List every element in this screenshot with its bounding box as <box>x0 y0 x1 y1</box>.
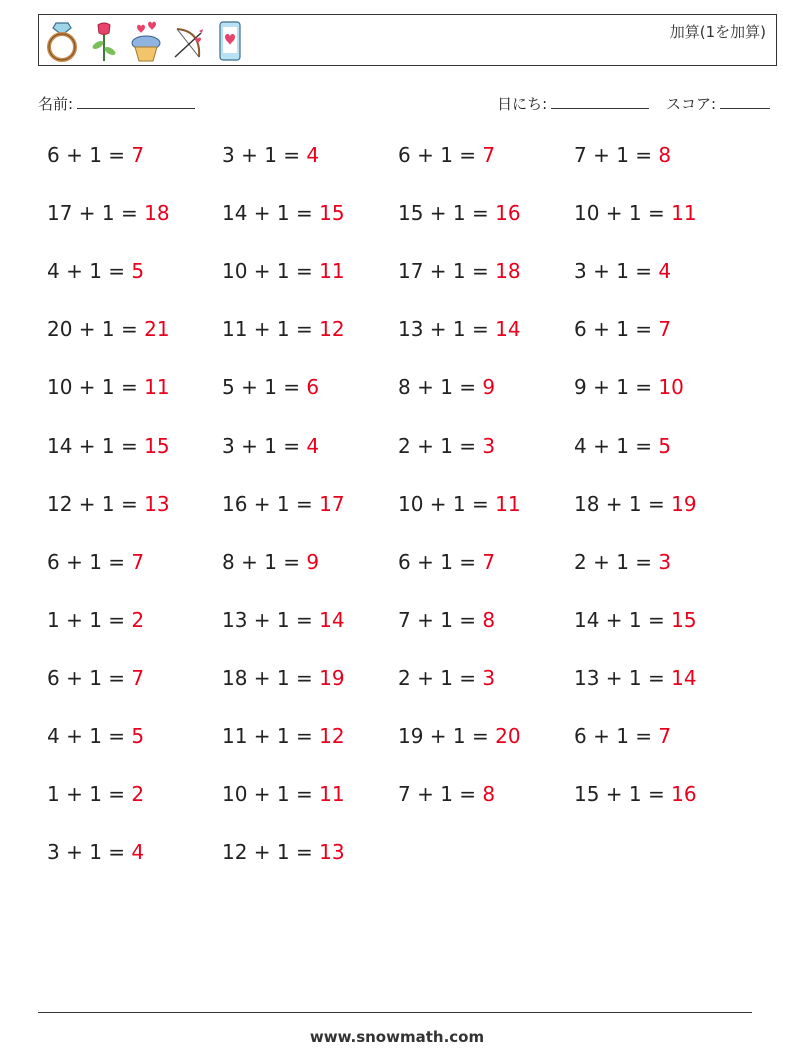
problem-answer: 8 <box>482 782 496 807</box>
problem-question: 6 + 1 = <box>47 665 132 690</box>
problem-question: 10 + 1 = <box>574 201 672 226</box>
problem-answer: 7 <box>658 724 672 748</box>
phone-heart-icon <box>213 19 247 63</box>
problem-item <box>398 143 495 167</box>
problem-answer: 5 <box>658 433 672 458</box>
problem-answer: 7 <box>131 143 145 167</box>
problem-question: 17 + 1 = <box>47 201 145 226</box>
problem-item <box>574 608 697 632</box>
problem-question: 14 + 1 = <box>222 201 320 226</box>
cupcake-hearts-icon <box>129 19 163 63</box>
problem-item <box>574 259 671 283</box>
problem-question: 7 + 1 = <box>398 607 483 632</box>
problem-question: 19 + 1 = <box>398 724 496 748</box>
problem-question: 14 + 1 = <box>47 433 145 458</box>
problem-question: 6 + 1 = <box>574 724 659 748</box>
problem-item <box>47 492 170 516</box>
score-blank[interactable] <box>720 92 770 109</box>
problem-question: 16 + 1 = <box>222 491 320 516</box>
problem-answer: 15 <box>144 433 170 458</box>
problem-question: 8 + 1 = <box>222 549 307 574</box>
problem-answer: 9 <box>306 549 320 574</box>
problem-question: 5 + 1 = <box>222 375 307 400</box>
problem-question: 13 + 1 = <box>222 607 320 632</box>
problem-question: 3 + 1 = <box>222 433 307 458</box>
problem-question: 2 + 1 = <box>398 665 483 690</box>
problem-item <box>222 840 345 864</box>
problem-item <box>222 782 345 806</box>
worksheet-title: 加算(1を加算) <box>669 23 766 41</box>
problem-question: 12 + 1 = <box>47 491 145 516</box>
problem-answer: 14 <box>671 665 697 690</box>
problem-answer: 5 <box>131 259 145 284</box>
problem-item <box>398 434 495 458</box>
problem-answer: 11 <box>671 201 697 226</box>
problem-item <box>398 666 495 690</box>
problem-answer: 16 <box>671 782 697 807</box>
problem-item <box>398 550 495 574</box>
problem-item <box>574 317 671 341</box>
problem-item <box>222 434 319 458</box>
problem-item <box>574 666 697 690</box>
problem-item <box>222 201 345 225</box>
problem-answer: 12 <box>319 317 345 342</box>
problem-answer: 14 <box>495 317 521 342</box>
problem-question: 1 + 1 = <box>47 782 132 807</box>
problem-question: 3 + 1 = <box>222 143 307 167</box>
problem-item <box>222 317 345 341</box>
problem-item <box>47 375 170 399</box>
problem-question: 18 + 1 = <box>222 665 320 690</box>
problem-answer: 18 <box>495 259 521 284</box>
problem-answer: 12 <box>319 724 345 748</box>
name-blank[interactable] <box>77 92 195 109</box>
problem-item <box>222 492 345 516</box>
problem-item <box>574 375 684 399</box>
problem-question: 2 + 1 = <box>398 433 483 458</box>
problem-item <box>47 608 144 632</box>
problem-answer: 3 <box>482 665 496 690</box>
problem-answer: 4 <box>306 143 320 167</box>
problem-answer: 15 <box>319 201 345 226</box>
problem-answer: 4 <box>658 259 672 284</box>
problem-item <box>574 143 671 167</box>
problem-question: 3 + 1 = <box>47 840 132 865</box>
problem-item <box>222 666 345 690</box>
problem-answer: 17 <box>319 491 345 516</box>
problem-answer: 14 <box>319 607 345 632</box>
problem-question: 2 + 1 = <box>574 549 659 574</box>
problem-item <box>47 434 170 458</box>
name-field <box>38 92 195 114</box>
problem-item <box>222 259 345 283</box>
problem-answer: 5 <box>131 724 145 748</box>
problem-item <box>47 201 170 225</box>
problem-question: 11 + 1 = <box>222 317 320 342</box>
problem-question: 7 + 1 = <box>574 143 659 167</box>
footer-website: www.snowmath.com <box>309 1028 485 1046</box>
problem-question: 4 + 1 = <box>47 724 132 748</box>
problem-question: 11 + 1 = <box>222 724 320 748</box>
problem-answer: 11 <box>319 259 345 284</box>
problem-question: 10 + 1 = <box>222 259 320 284</box>
problem-question: 6 + 1 = <box>398 143 483 167</box>
problem-item <box>398 317 521 341</box>
score-label: スコア: <box>665 95 716 113</box>
problem-answer: 3 <box>658 549 672 574</box>
problem-item <box>47 550 144 574</box>
problem-answer: 4 <box>306 433 320 458</box>
problem-item <box>398 375 495 399</box>
problem-answer: 11 <box>495 491 521 516</box>
problem-question: 13 + 1 = <box>398 317 496 342</box>
problem-question: 4 + 1 = <box>47 259 132 284</box>
problem-question: 1 + 1 = <box>47 607 132 632</box>
problem-question: 15 + 1 = <box>574 782 672 807</box>
problem-answer: 19 <box>671 491 697 516</box>
problem-answer: 15 <box>671 607 697 632</box>
problem-question: 15 + 1 = <box>398 201 496 226</box>
problem-answer: 2 <box>131 607 145 632</box>
icon-strip <box>45 19 247 63</box>
problem-answer: 7 <box>658 317 672 342</box>
name-label: 名前: <box>38 95 74 113</box>
ring-icon <box>45 19 79 63</box>
problem-item <box>222 143 319 167</box>
rose-icon <box>87 19 121 63</box>
problem-question: 14 + 1 = <box>574 607 672 632</box>
problem-question: 18 + 1 = <box>574 491 672 516</box>
problem-answer: 8 <box>658 143 672 167</box>
problem-item <box>47 782 144 806</box>
problem-question: 10 + 1 = <box>47 375 145 400</box>
problem-question: 7 + 1 = <box>398 782 483 807</box>
problem-question: 20 + 1 = <box>47 317 145 342</box>
problem-answer: 20 <box>495 724 521 748</box>
problem-item <box>47 317 170 341</box>
problem-answer: 21 <box>144 317 170 342</box>
problem-question: 6 + 1 = <box>574 317 659 342</box>
problem-item <box>574 550 671 574</box>
problem-question: 10 + 1 = <box>398 491 496 516</box>
problem-question: 9 + 1 = <box>574 375 659 400</box>
problem-item <box>398 201 521 225</box>
footer-divider <box>38 1012 752 1013</box>
problem-item <box>222 550 319 574</box>
problem-answer: 7 <box>482 549 496 574</box>
problem-item <box>574 434 671 458</box>
problem-answer: 19 <box>319 665 345 690</box>
bow-arrow-icon <box>171 19 205 63</box>
date-score-fields <box>497 92 770 114</box>
problem-question: 6 + 1 = <box>47 549 132 574</box>
problem-answer: 11 <box>144 375 170 400</box>
problem-item <box>574 724 671 748</box>
problem-item <box>222 608 345 632</box>
problem-item <box>574 201 697 225</box>
problem-question: 3 + 1 = <box>574 259 659 284</box>
problem-item <box>47 724 144 748</box>
problem-answer: 13 <box>144 491 170 516</box>
problem-answer: 11 <box>319 782 345 807</box>
problem-item <box>398 782 495 806</box>
worksheet-header <box>38 14 777 66</box>
problem-item <box>398 608 495 632</box>
problem-item <box>222 375 319 399</box>
problem-answer: 18 <box>144 201 170 226</box>
problem-question: 13 + 1 = <box>574 665 672 690</box>
problem-item <box>47 143 144 167</box>
date-blank[interactable] <box>551 92 649 109</box>
problem-item <box>398 492 521 516</box>
problem-item <box>47 666 144 690</box>
problem-question: 17 + 1 = <box>398 259 496 284</box>
problem-answer: 7 <box>131 665 145 690</box>
problem-answer: 7 <box>482 143 496 167</box>
problem-item <box>47 840 144 864</box>
problem-answer: 3 <box>482 433 496 458</box>
problem-answer: 9 <box>482 375 496 400</box>
problem-question: 8 + 1 = <box>398 375 483 400</box>
problem-item <box>398 724 521 748</box>
problem-item <box>222 724 345 748</box>
problem-question: 12 + 1 = <box>222 840 320 865</box>
problem-question: 10 + 1 = <box>222 782 320 807</box>
problem-answer: 6 <box>306 375 320 400</box>
problem-answer: 13 <box>319 840 345 865</box>
problem-item <box>47 259 144 283</box>
problem-item <box>398 259 521 283</box>
problem-answer: 2 <box>131 782 145 807</box>
problem-question: 4 + 1 = <box>574 433 659 458</box>
problem-answer: 8 <box>482 607 496 632</box>
problem-question: 6 + 1 = <box>47 143 132 167</box>
problem-question: 6 + 1 = <box>398 549 483 574</box>
problem-item <box>574 782 697 806</box>
problem-answer: 10 <box>658 375 684 400</box>
problem-item <box>574 492 697 516</box>
problem-answer: 16 <box>495 201 521 226</box>
date-label: 日にち: <box>497 95 548 113</box>
problem-answer: 4 <box>131 840 145 865</box>
problem-answer: 7 <box>131 549 145 574</box>
